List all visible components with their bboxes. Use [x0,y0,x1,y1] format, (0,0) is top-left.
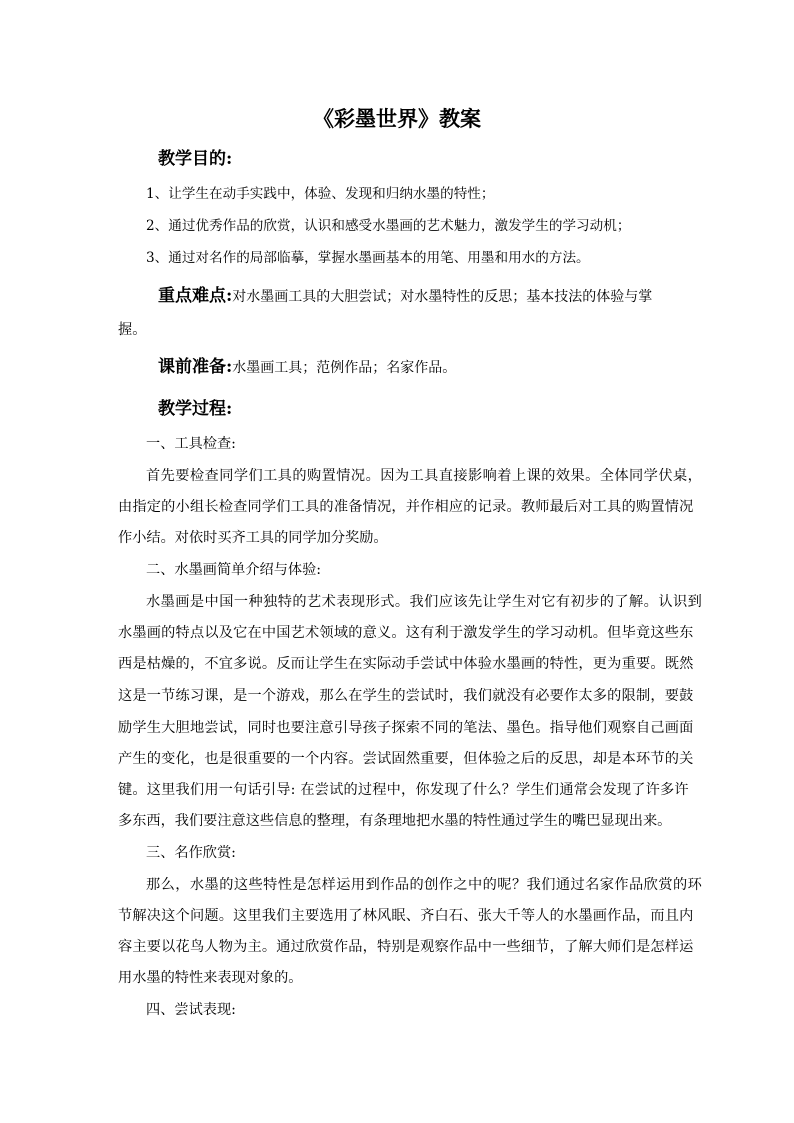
section-2-line-1: 水墨画是中国一种独特的艺术表现形式。我们应该先让学生对它有初步的了解。认识到 [146,594,703,610]
document-title: 《彩墨世界》教案 [313,106,481,131]
section-2-line-4: 这是一节练习课，是一个游戏，那么在学生的尝试时，我们就没有必要作太多的限制，要鼓 [118,688,694,704]
section-2-line-5: 励学生大胆地尝试，同时也要注意引导孩子探索不同的笔法、墨色。指导他们观察自己画面 [118,720,694,736]
key-points-text-continued: 握。 [118,322,147,338]
section-2-line-7: 键。这里我们用一句话引导: 在尝试的过程中，你发现了什么？学生们通常会发现了许多许 [118,782,689,798]
section-3-line-4: 用水墨的特性来表现对象的。 [118,970,303,986]
section-4-title: 四、尝试表现: [146,1002,236,1018]
section-1-line-2: 由指定的小组长检查同学们工具的准备情况，并作相应的记录。教师最后对工具的购置情况 [118,499,694,515]
section-2-line-8: 多东西，我们要注意这些信息的整理，有条理地把水墨的特性通过学生的嘴巴显现出来。 [118,813,672,829]
section-3-title: 三、名作欣赏: [146,845,236,861]
section-1-title: 一、工具检查: [146,436,236,452]
objective-item-1: 1、让学生在动手实践中，体验、发现和归纳水墨的特性； [146,186,495,202]
preparation-text: 水墨画工具；范例作品；名家作品。 [232,360,457,376]
section-2-title: 二、水墨画简单介绍与体验: [146,562,322,578]
objectives-heading: 教学目的: [158,149,233,169]
section-2-line-6: 产生的变化，也是很重要的一个内容。尝试固然重要，但体验之后的反思，却是本环节的关 [118,751,694,767]
preparation-paragraph [158,356,456,379]
section-3-line-3: 容主要以花鸟人物为主。通过欣赏作品，特别是观察作品中一些细节，了解大师们是怎样运 [118,939,694,955]
section-3-line-2: 节解决这个问题。这里我们主要选用了林风眠、齐白石、张大千等人的水墨画作品，而且内 [118,908,694,924]
section-2-line-2: 水墨画的特点以及它在中国艺术领域的意义。这有利于激发学生的学习动机。但毕竟这些东 [118,625,694,641]
key-points-heading: 重点难点: [158,286,233,306]
section-1-line-1: 首先要检查同学们工具的购置情况。因为工具直接影响着上课的效果。全体同学伏桌， [146,468,703,484]
key-points-text: 对水墨画工具的大胆尝试；对水墨特性的反思；基本技法的体验与掌 [232,289,653,305]
process-heading: 教学过程: [158,399,233,419]
objective-item-2: 2、通过优秀作品的欣赏，认识和感受水墨画的艺术魅力，激发学生的学习动机； [146,218,631,234]
preparation-heading: 课前准备: [158,357,233,377]
section-2-line-3: 西是枯燥的，不宜多说。反而让学生在实际动手尝试中体验水墨画的特性，更为重要。既然 [118,656,694,672]
objective-item-3: 3、通过对名作的局部临摹，掌握水墨画基本的用笔、用墨和用水的方法。 [146,250,590,266]
key-points-paragraph [158,285,652,308]
section-3-line-1: 那么，水墨的这些特性是怎样运用到作品的创作之中的呢？我们通过名家作品欣赏的环 [146,877,703,893]
section-1-line-3: 作小结。对依时买齐工具的同学加分奖励。 [118,530,388,546]
